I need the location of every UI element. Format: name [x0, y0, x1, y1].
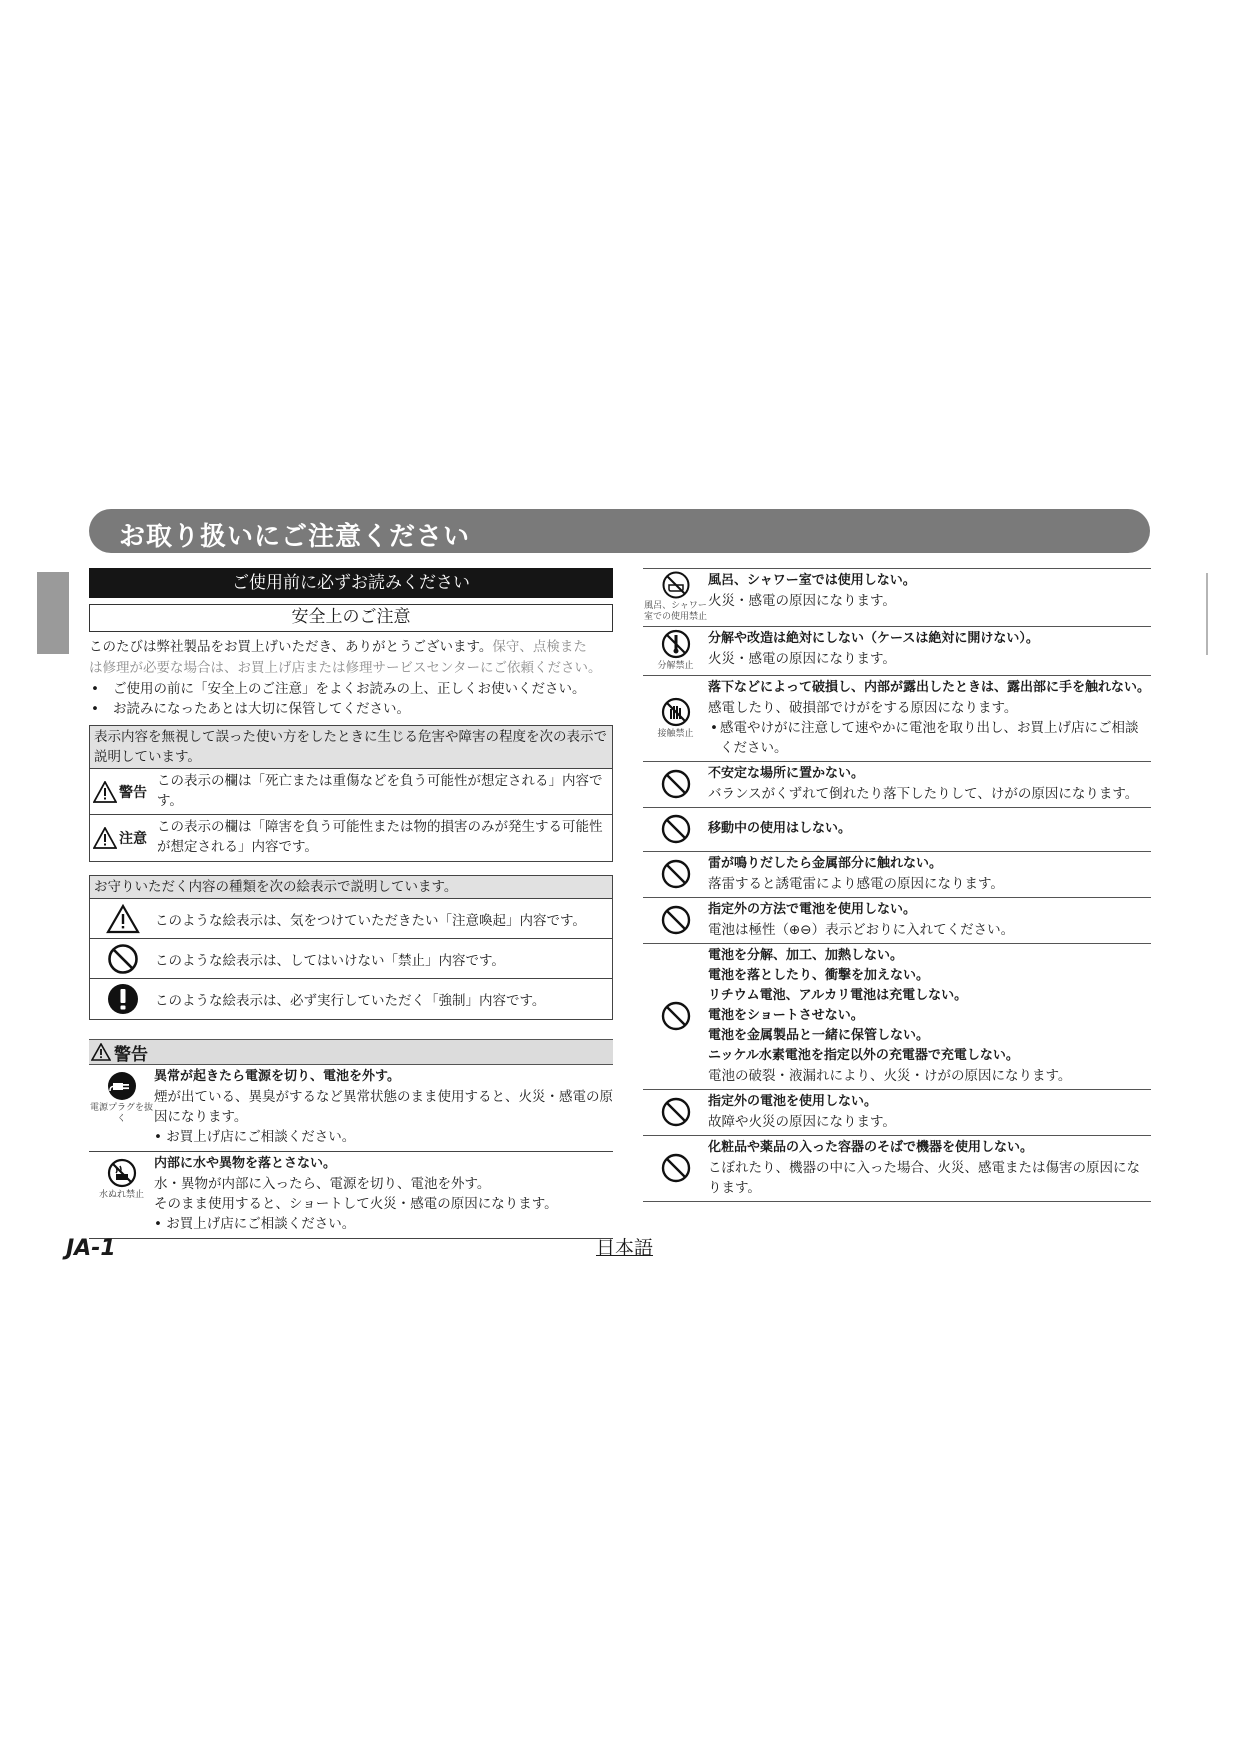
bullet-item: • お読みになったあとは大切に保管してください。 — [89, 699, 613, 719]
no-water-icon — [107, 1158, 137, 1188]
unplug-icon — [107, 1071, 137, 1101]
prohibition-icon — [107, 943, 139, 975]
bullet-item: • ご使用の前に「安全上のご注意」をよくお読みの上、正しくお使いください。 — [89, 679, 613, 699]
signal-word-table — [89, 725, 613, 862]
caution-triangle-icon — [93, 827, 117, 849]
warning-title: 異常が起きたら電源を切り、電池を外す。 — [154, 1069, 400, 1084]
warning-text: そのまま使用すると、ショートして火災・感電の原因になります。 — [154, 1196, 558, 1212]
warning-title: 指定外の電池を使用しない。 — [708, 1094, 878, 1109]
warning-text: こぼれたり、機器の中に入った場合、火災、感電または傷害の原因になります。 — [708, 1160, 1140, 1196]
symbol-text: このような絵表示は、気をつけていただきたい「注意喚起」内容です。 — [155, 912, 586, 929]
warning-title: 電池をショートさせない。 — [708, 1008, 864, 1023]
prohibition-icon — [661, 1001, 691, 1031]
intro-text: このたびは弊社製品をお買上げいただき、ありがとうございます。保守、点検また は修理が必要な場合は、お買上げ店または修理サービスセンターにご依頼ください。 — [89, 639, 602, 676]
warning-text: 火災・感電の原因になります。 — [708, 593, 896, 609]
warning-title: 分解や改造は絶対にしない（ケースは絶対に開けない）。 — [708, 631, 1039, 646]
signal-row-warning — [90, 769, 612, 815]
icon-caption: 接触禁止 — [657, 728, 694, 739]
warning-text: 電池は極性（⊕⊖）表示どおりに入れてください。 — [708, 922, 1015, 938]
warning-text: 故障や火災の原因になります。 — [708, 1114, 896, 1130]
warning-section-label: 警告 — [114, 1044, 148, 1065]
warning-title: 指定外の方法で電池を使用しない。 — [708, 902, 917, 917]
warning-text: 水・異物が内部に入ったら、電源を切り、電池を外す。 — [154, 1176, 491, 1192]
symbol-table-head: お守りいただく内容の種類を次の絵表示で説明しています。 — [90, 876, 612, 899]
right-column — [643, 568, 1151, 1202]
no-bath-icon — [662, 571, 690, 599]
warning-title: ニッケル水素電池を指定以外の充電器で充電しない。 — [708, 1048, 1019, 1063]
warning-title: 電池を落としたり、衝撃を加えない。 — [708, 968, 930, 983]
warning-title: 電池を金属製品と一緒に保管しない。 — [708, 1028, 930, 1043]
symbol-text: このような絵表示は、必ず実行していただく「強制」内容です。 — [155, 993, 546, 1009]
warning-item — [643, 1090, 1151, 1136]
symbol-row-caution — [90, 899, 612, 939]
warning-bullet: • 感電やけがに注意して速やかに電池を取り出し、お買上げ店にご相談ください。 — [708, 718, 1151, 758]
prohibition-icon — [661, 859, 691, 889]
signal-row-caution — [90, 815, 612, 861]
warning-item — [643, 808, 1151, 852]
icon-caption: 風呂、シャワー室での使用禁止 — [643, 601, 707, 622]
no-disassembly-icon — [661, 629, 691, 659]
warning-title: 雷が鳴りだしたら金属部分に触れない。 — [708, 856, 943, 871]
signal-label-warning: 警告 — [119, 784, 147, 801]
right-edge-rule — [1206, 573, 1208, 655]
icon-caption: 電源プラグを抜く — [89, 1103, 153, 1124]
symbol-row-prohibition — [90, 939, 612, 979]
warning-title: 落下などによって破損し、内部が露出したときは、露出部に手を触れない。 — [708, 680, 1151, 695]
caution-triangle-icon — [91, 1043, 111, 1061]
warning-text: 落雷すると誘電雷により感電の原因になります。 — [708, 876, 1004, 892]
banner-title: お取り扱いにご注意ください — [119, 522, 471, 552]
section-banner — [89, 509, 1150, 553]
warning-item — [89, 1065, 613, 1152]
caution-triangle-icon — [106, 904, 140, 934]
symbol-table — [89, 875, 613, 1020]
icon-caption: 水ぬれ禁止 — [98, 1190, 144, 1200]
warning-item — [643, 627, 1151, 676]
warning-text: 感電したり、破損部でけがをする原因になります。 — [708, 700, 1018, 716]
warning-item — [643, 898, 1151, 944]
warning-section-bar — [89, 1039, 613, 1065]
warning-title: 不安定な場所に置かない。 — [708, 766, 865, 781]
symbol-row-mandatory — [90, 979, 612, 1019]
left-column — [89, 568, 613, 1239]
side-tab — [37, 572, 69, 654]
signal-text-warning: この表示の欄は「死亡または重傷などを負う可能性が想定される」内容です。 — [157, 773, 603, 809]
signal-text-caution: この表示の欄は「障害を負う可能性または物的損害のみが発生する可能性が想定される」内容です。 — [157, 819, 603, 855]
signal-label-caution: 注意 — [119, 831, 147, 847]
warning-text: バランスがくずれて倒れたり落下したりして、けがの原因になります。 — [708, 786, 1139, 802]
warning-text: 火災・感電の原因になります。 — [708, 651, 896, 667]
warning-item — [643, 944, 1151, 1090]
no-touch-icon — [661, 697, 691, 727]
warning-text: • お買上げ店にご相談ください。 — [154, 1129, 356, 1145]
page-number: JA-1 — [66, 1236, 116, 1261]
warning-title: 風呂、シャワー室では使用しない。 — [708, 573, 916, 588]
prohibition-icon — [661, 1153, 691, 1183]
warning-item — [643, 676, 1151, 762]
warning-text: 煙が出ている、異臭がするなど異常状態のまま使用すると、火災・感電の原因になります。 — [154, 1089, 613, 1125]
warning-title: 移動中の使用はしない。 — [708, 821, 852, 836]
read-before-use-header: ご使用前に必ずお読みください — [89, 568, 613, 598]
prohibition-icon — [661, 1097, 691, 1127]
warning-text: • お買上げ店にご相談ください。 — [154, 1216, 356, 1232]
safety-precautions-header: 安全上のご注意 — [89, 604, 613, 632]
intro-bullets — [89, 679, 613, 719]
language-label: 日本語 — [596, 1237, 654, 1259]
symbol-text: このような絵表示は、してはいけない「禁止」内容です。 — [155, 952, 505, 969]
warning-title: 化粧品や薬品の入った容器のそばで機器を使用しない。 — [708, 1140, 1034, 1155]
warning-item — [643, 568, 1151, 627]
warning-title: 内部に水や異物を落とさない。 — [154, 1156, 337, 1171]
prohibition-icon — [661, 905, 691, 935]
mandatory-icon — [107, 983, 139, 1015]
warning-title: リチウム電池、アルカリ電池は充電しない。 — [708, 988, 968, 1003]
warning-text: 電池の破裂・液漏れにより、火災・けがの原因になります。 — [708, 1068, 1072, 1084]
warning-item — [643, 1136, 1151, 1202]
warning-item — [643, 762, 1151, 808]
warning-title: 電池を分解、加工、加熱しない。 — [708, 948, 904, 963]
prohibition-icon — [661, 814, 691, 844]
prohibition-icon — [661, 769, 691, 799]
icon-caption: 分解禁止 — [657, 661, 694, 671]
warning-item — [89, 1152, 613, 1239]
warning-item — [643, 852, 1151, 898]
caution-triangle-icon — [93, 781, 117, 803]
signal-word-table-head: 表示内容を無視して誤った使い方をしたときに生じる危害や障害の程度を次の表示で説明しています。 — [90, 726, 612, 769]
